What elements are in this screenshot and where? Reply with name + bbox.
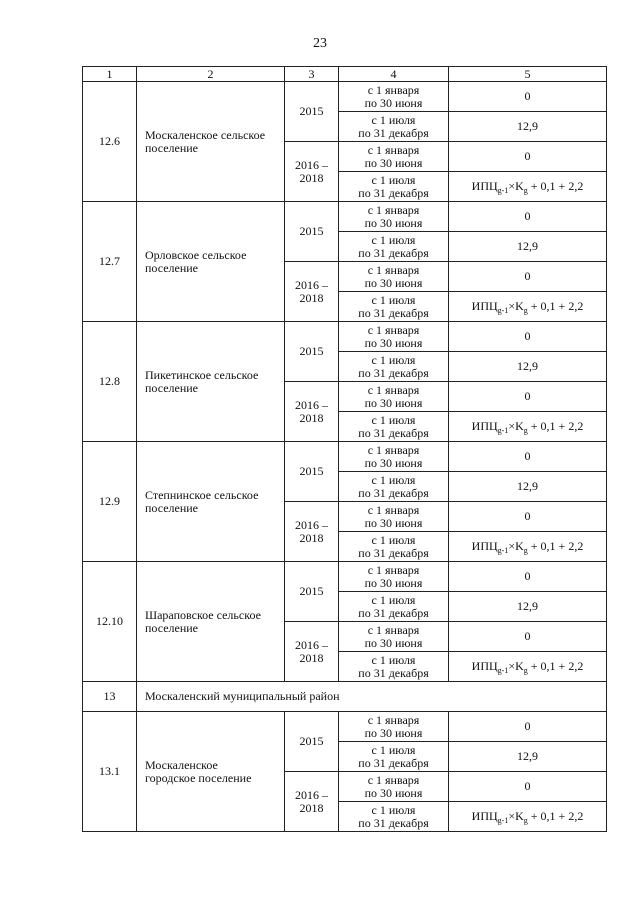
section-row [83,682,607,712]
year-cell: 2015 [285,322,339,382]
period-cell: с 1 января по 30 июня [339,772,449,802]
header-col-3: 3 [285,67,339,82]
value-cell: 0 [449,202,607,232]
formula-cell [449,292,607,322]
period-cell: с 1 января по 30 июня [339,202,449,232]
year-cell: 2015 [285,562,339,622]
period-cell: с 1 января по 30 июня [339,82,449,112]
row-number: 12.7 [83,202,137,322]
row-number: 12.10 [83,562,137,682]
value-cell: 0 [449,442,607,472]
row-number: 12.6 [83,82,137,202]
formula: $ИПЦ_{g-1}\times K_g + 0,1 + 2,2$ [471,418,584,435]
value-cell: 12,9 [449,352,607,382]
header-col-4: 4 [339,67,449,82]
year-range-cell: 2016 – 2018 [285,142,339,202]
header-col-2: 2 [137,67,285,82]
value-cell: 0 [449,622,607,652]
formula-cell [449,412,607,442]
period-cell: с 1 января по 30 июня [339,712,449,742]
period-cell: с 1 января по 30 июня [339,322,449,352]
header-col-1: 1 [83,67,137,82]
year-range-cell: 2016 – 2018 [285,772,339,832]
settlement-name: Москаленское сельское поселение [137,82,285,202]
value-cell: 12,9 [449,232,607,262]
period-cell: с 1 января по 30 июня [339,262,449,292]
period-cell: с 1 июля по 31 декабря [339,802,449,832]
formula: $ИПЦ_{g-1}\times K_g + 0,1 + 2,2$ [471,808,584,825]
row-number: 12.8 [83,322,137,442]
value-cell: 0 [449,712,607,742]
settlement-name: Шараповское сельское поселение [137,562,285,682]
year-range-cell: 2016 – 2018 [285,262,339,322]
page-number: 23 [313,36,327,51]
period-cell: с 1 января по 30 июня [339,442,449,472]
row-2-a [83,322,607,352]
formula-cell [449,652,607,682]
period-cell: с 1 января по 30 июня [339,142,449,172]
value-cell: 12,9 [449,592,607,622]
period-cell: с 1 января по 30 июня [339,382,449,412]
value-cell: 12,9 [449,742,607,772]
section-title: Москаленский муниципальный район [137,682,607,712]
value-cell: 0 [449,382,607,412]
row-4-a [83,562,607,592]
period-cell: с 1 июля по 31 декабря [339,412,449,442]
formula-cell [449,802,607,832]
settlement-name: Степнинское сельское поселение [137,442,285,562]
section-number: 13 [83,682,137,712]
period-cell: с 1 июля по 31 декабря [339,352,449,382]
period-cell: с 1 января по 30 июня [339,562,449,592]
header-row [83,67,607,82]
period-cell: с 1 июля по 31 декабря [339,652,449,682]
value-cell: 0 [449,562,607,592]
formula: $ИПЦ_{g-1}\times K_g + 0,1 + 2,2$ [471,298,584,315]
value-cell: 0 [449,772,607,802]
value-cell: 0 [449,322,607,352]
row-0-a [83,82,607,112]
period-cell: с 1 июля по 31 декабря [339,532,449,562]
row-number: 13.1 [83,712,137,832]
formula-cell [449,172,607,202]
period-cell: с 1 июля по 31 декабря [339,112,449,142]
value-cell: 12,9 [449,472,607,502]
row-number: 12.9 [83,442,137,562]
formula: $ИПЦ_{g-1}\times K_g + 0,1 + 2,2$ [471,538,584,555]
row-3-a [83,442,607,472]
period-cell: с 1 января по 30 июня [339,502,449,532]
period-cell: с 1 июля по 31 декабря [339,472,449,502]
settlement-name: Пикетинское сельское поселение [137,322,285,442]
formula: $ИПЦ_{g-1}\times K_g + 0,1 + 2,2$ [471,178,584,195]
tariff-table [82,66,607,832]
period-cell: с 1 июля по 31 декабря [339,232,449,262]
value-cell: 0 [449,502,607,532]
row-last-a [83,712,607,742]
year-range-cell: 2016 – 2018 [285,382,339,442]
year-range-cell: 2016 – 2018 [285,622,339,682]
settlement-name: Москаленское городское поселение [137,712,285,832]
value-cell: 0 [449,262,607,292]
period-cell: с 1 июля по 31 декабря [339,292,449,322]
row-1-a [83,202,607,232]
period-cell: с 1 июля по 31 декабря [339,172,449,202]
year-cell: 2015 [285,82,339,142]
year-cell: 2015 [285,202,339,262]
value-cell: 0 [449,82,607,112]
period-cell: с 1 июля по 31 декабря [339,742,449,772]
formula-cell [449,532,607,562]
value-cell: 12,9 [449,112,607,142]
year-cell: 2015 [285,442,339,502]
header-col-5: 5 [449,67,607,82]
period-cell: с 1 января по 30 июня [339,622,449,652]
value-cell: 0 [449,142,607,172]
period-cell: с 1 июля по 31 декабря [339,592,449,622]
formula: $ИПЦ_{g-1}\times K_g + 0,1 + 2,2$ [471,658,584,675]
settlement-name: Орловское сельское поселение [137,202,285,322]
year-cell: 2015 [285,712,339,772]
year-range-cell: 2016 – 2018 [285,502,339,562]
